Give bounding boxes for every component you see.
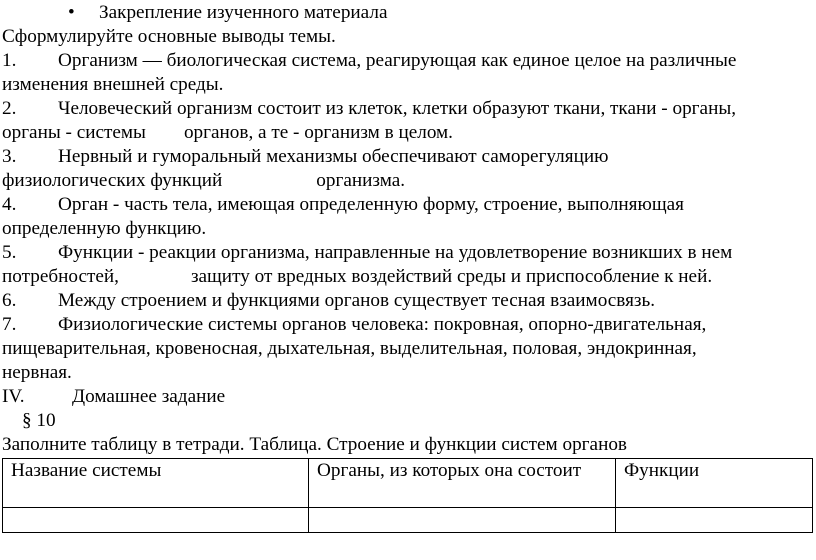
list-item-number: 2.	[2, 98, 17, 119]
table-header-cell: Название системы	[3, 459, 309, 508]
list-item-text: Между строением и функциями органов существует тесная взаимосвязь.	[58, 290, 656, 311]
intro-text: Сформулируйте основные выводы темы.	[2, 26, 336, 47]
list-item-text: потребностей,	[2, 266, 119, 287]
bullet-icon: •	[68, 2, 75, 23]
list-item-text: изменения внешней среды.	[2, 74, 224, 95]
list-item-text: пищеварительная, кровеносная, дыхательная, выделительная, половая, эндокринная,	[2, 338, 697, 359]
list-item-text: органов, а те - организм в целом.	[183, 122, 453, 143]
list-item-text: Нервный и гуморальный механизмы обеспечивают саморегуляцию	[58, 146, 609, 167]
list-item-text: организма.	[316, 170, 406, 191]
list-item-text: Организм — биологическая система, реагирующая как единое целое на различные	[58, 50, 737, 71]
homework-title: Домашнее задание	[72, 386, 226, 407]
list-item-text: Человеческий организм состоит из клеток, клетки образуют ткани, ткани - органы,	[58, 98, 737, 119]
table-cell[interactable]	[3, 508, 309, 533]
list-item-text: органы - системы	[2, 122, 146, 143]
list-item-number: 3.	[2, 146, 17, 167]
list-item-text: Физиологические системы органов человека: покровная, опорно-двигательная,	[58, 314, 707, 335]
list-item-text: Орган - часть тела, имеющая определенную форму, строение, выполняющая	[58, 194, 684, 215]
table-header-cell: Функции	[616, 459, 813, 508]
list-item-number: 1.	[2, 50, 17, 71]
list-item-number: 6.	[2, 290, 17, 311]
table-header-row	[3, 459, 813, 508]
list-item-text-row	[2, 169, 405, 193]
list-item-text-row	[2, 121, 453, 145]
list-item-text: Функции - реакции организма, направленные на удовлетворение возникших в нем	[58, 242, 733, 263]
table-caption: Заполните таблицу в тетради. Таблица. Строение и функции систем органов	[2, 434, 627, 455]
list-item-text: физиологических функций	[2, 170, 223, 191]
section-heading-text: Закрепление изученного материала	[99, 2, 388, 23]
list-item-number: 5.	[2, 242, 17, 263]
list-item-text-row	[2, 265, 712, 289]
table-header-cell: Органы, из которых она состоит	[309, 459, 616, 508]
list-item-number: 7.	[2, 314, 17, 335]
list-item-number: 4.	[2, 194, 17, 215]
table-cell[interactable]	[309, 508, 616, 533]
list-item-text: определенную функцию.	[2, 218, 207, 239]
list-item-text: защиту от вредных воздействий среды и приспособление к ней.	[190, 266, 713, 287]
list-item-text: нервная.	[2, 362, 72, 383]
table-cell[interactable]	[616, 508, 813, 533]
systems-table	[2, 458, 813, 533]
homework-number: IV.	[2, 386, 25, 407]
table-row	[3, 508, 813, 533]
homework-paragraph: § 10	[22, 410, 56, 431]
